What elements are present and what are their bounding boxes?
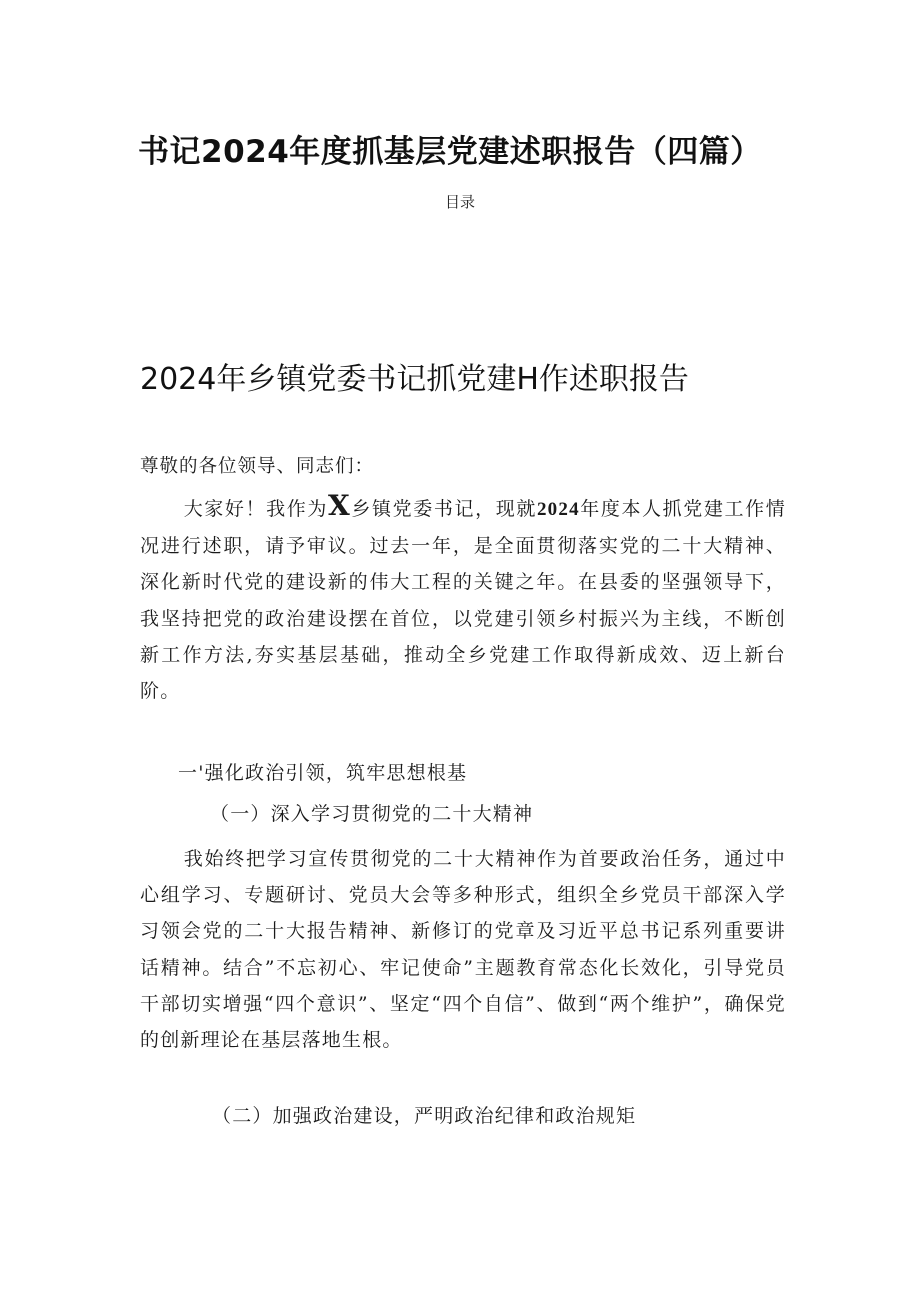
- body-paragraph-study: 我始终把学习宣传贯彻党的二十大精神作为首要政治任务，通过中心组学习、专题研讨、党员大会等多种形式，组织全乡党员干部深入学习领会党的二十大报告精神、新修订的党章及习近平总书记系列重要讲话精神。结合”不忘初心、牢记使命”主题教育常态化长效化，引导党员干部切实增强“四个意识”、坚定“四个自信”、做到“两个维护”，确保党的创新理论在基层落地生根。: [140, 848, 786, 1052]
- subsection-heading-1-2: （二）加强政治建设，严明政治纪律和政治规矩: [212, 1105, 637, 1127]
- intro-text-rest: 年度本人抓党建工作情况进行述职，请予审议。过去一年，是全面贯彻落实党的二十大精神、深化新时代党的建设新的伟大工程的关键之年。在县委的坚强领导下，我坚持把党的政治建设摆在首位，以党建引领乡村振兴为主线，不断创新工作方法,夯实基层基础，推动全乡党建工作取得新成效、迈上新台阶。: [140, 498, 786, 703]
- subsection-heading-1-1: （一）深入学习贯彻党的二十大精神: [210, 803, 534, 825]
- salutation: 尊敬的各位领导、同志们：: [140, 456, 375, 477]
- intro-text-mid: 乡镇党委书记，现就: [350, 498, 537, 520]
- town-placeholder-x: X: [328, 489, 351, 522]
- intro-year: 2024: [536, 499, 580, 520]
- table-of-contents-label: 目录: [444, 193, 475, 211]
- intro-paragraph: [140, 491, 786, 709]
- section-heading-1: 一'强化政治引领，筑牢思想根基: [178, 762, 468, 784]
- article-title: 2024年乡镇党委书记抓党建H作述职报告: [140, 362, 689, 397]
- document-title: 书记2024年度抓基层党建述职报告（四篇）: [138, 134, 762, 170]
- intro-text-start: 大家好！我作为: [183, 498, 329, 520]
